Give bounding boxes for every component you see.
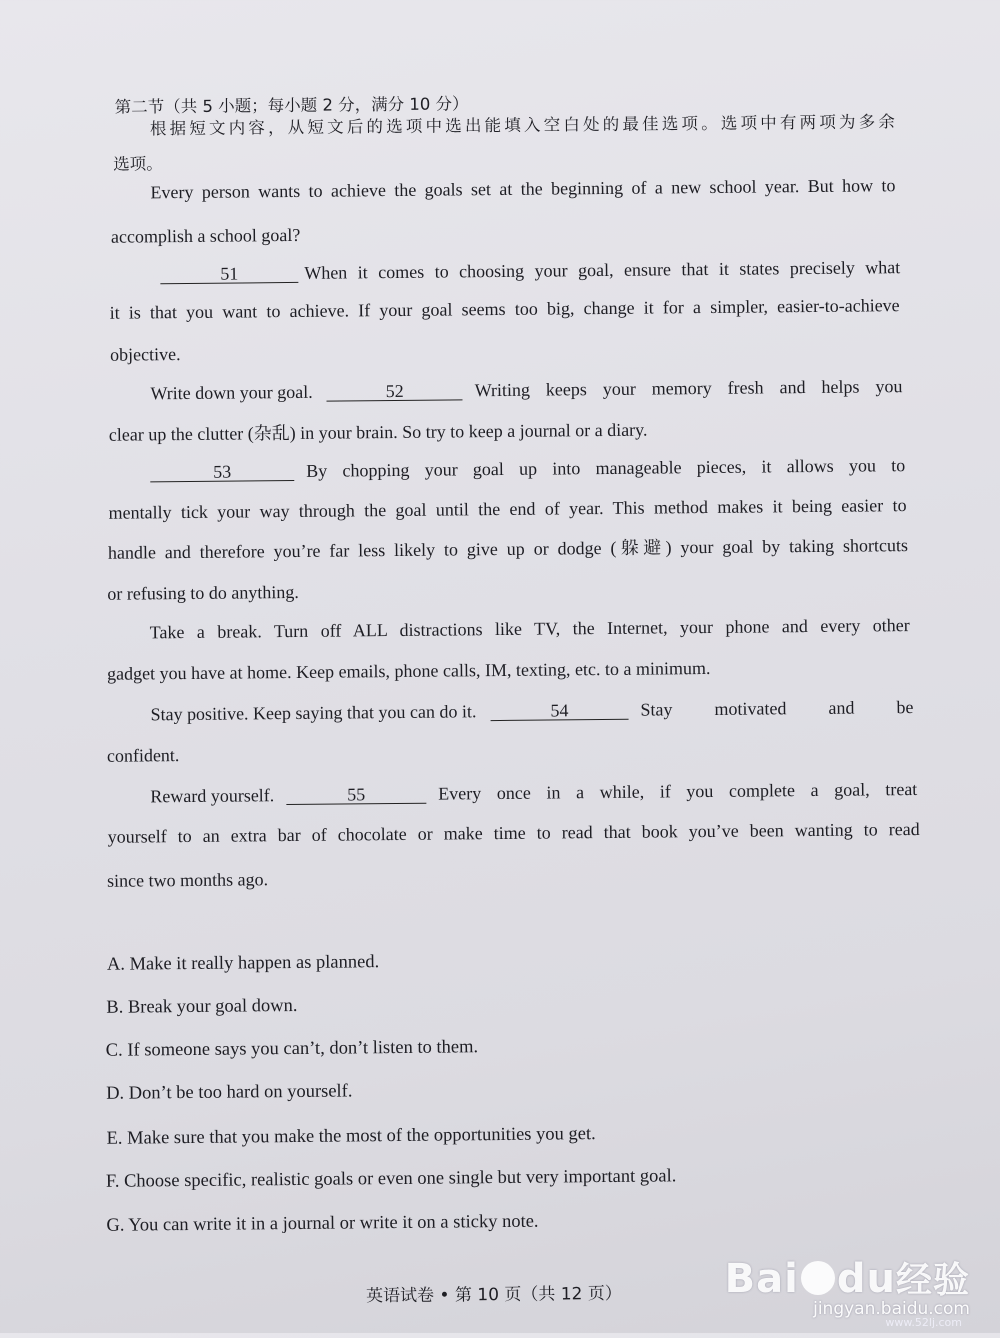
option-d: D. Don’t be too hard on yourself. xyxy=(106,1081,353,1104)
paragraph-6-text-1b: Stay motivated and be xyxy=(640,697,914,720)
paragraph-4-text-1: By chopping your goal up into manageable pieces, it allows you to xyxy=(306,455,906,481)
paragraph-4-line-2: mentally tick your way through the goal until the end of year. This method makes it being easier to xyxy=(108,495,907,523)
blank-52[interactable]: 52 xyxy=(327,381,463,401)
option-c: C. If someone says you can’t, don’t listen to them. xyxy=(105,1037,479,1061)
instructions-line-1: 根据短文内容，从短文后的选项中选出能填入空白处的最佳选项。选项中有两项为多余 xyxy=(149,112,895,139)
paragraph-3-text-1a: Write down your goal. xyxy=(150,381,313,404)
paragraph-4-line-1 xyxy=(150,454,905,483)
paragraph-3-text-1b: Writing keeps your memory fresh and helps you xyxy=(474,376,903,401)
paragraph-6-text-1a: Stay positive. Keep saying that you can do it. xyxy=(150,701,477,725)
blank-53[interactable]: 53 xyxy=(150,462,294,482)
instructions-line-2: 选项。 xyxy=(113,154,163,174)
paragraph-1-line-1: Every person wants to achieve the goals set at the beginning of a new school year. But how to xyxy=(150,175,896,203)
option-g: G. You can write it in a journal or write it on a sticky note. xyxy=(106,1211,539,1236)
logo-text-du: du xyxy=(836,1256,896,1302)
option-f: F. Choose specific, realistic goals or even one single but very important goal. xyxy=(105,1166,677,1192)
paragraph-7-line-1 xyxy=(150,778,917,807)
paragraph-6-line-1 xyxy=(150,696,913,725)
baidu-jingyan-watermark xyxy=(725,1252,970,1319)
paragraph-7-line-2: yourself to an extra bar of chocolate or make time to read that book you’ve been wanting to read xyxy=(107,818,920,847)
paragraph-5-line-2: gadget you have at home. Keep emails, phone calls, IM, texting, etc. to a minimum. xyxy=(107,657,711,684)
logo-text-bai: Bai xyxy=(724,1256,799,1302)
paragraph-6-line-2: confident. xyxy=(106,745,180,766)
paragraph-2-text-1: When it comes to choosing your goal, ensure that it states precisely what xyxy=(304,257,901,283)
paragraph-3-line-2: clear up the clutter (杂乱) in your brain. So try to keep a journal or a diary. xyxy=(108,419,648,445)
paw-icon xyxy=(801,1261,835,1295)
paragraph-7-text-1b: Every once in a while, if you complete a goal, treat xyxy=(438,779,918,804)
watermark-url: jingyan.baidu.com xyxy=(813,1299,970,1319)
paragraph-2-line-1 xyxy=(160,256,900,285)
paragraph-1-line-2: accomplish a school goal? xyxy=(110,224,301,247)
option-a: A. Make it really happen as planned. xyxy=(106,952,380,975)
logo-text-jingyan: 经验 xyxy=(895,1260,970,1301)
paragraph-4-line-3: handle and therefore you’re far less likely to give up or dodge (躲避) your goal by taking shortcuts xyxy=(107,535,909,563)
paragraph-7-text-1a: Reward yourself. xyxy=(150,785,275,807)
paragraph-5-line-1: Take a break. Turn off ALL distractions like TV, the Internet, your phone and every other xyxy=(149,615,910,643)
section-header: 第二节（共 5 小题；每小题 2 分，满分 10 分） xyxy=(114,94,469,117)
page-footer: 英语试卷 • 第 10 页（共 12 页） xyxy=(366,1283,622,1307)
option-e: E. Make sure that you make the most of the opportunities you get. xyxy=(106,1124,596,1149)
blank-55[interactable]: 55 xyxy=(286,785,426,805)
paragraph-7-line-3: since two months ago. xyxy=(107,869,269,891)
watermark-site: www.52lj.com xyxy=(885,1316,962,1329)
paragraph-4-line-4: or refusing to do anything. xyxy=(107,581,299,604)
paragraph-2-line-2: it is that you want to achieve. If your goal seems too big, change it for a simpler, easier-to-achieve xyxy=(109,295,900,323)
blank-51[interactable]: 51 xyxy=(160,264,298,284)
paragraph-2-line-3: objective. xyxy=(109,344,181,365)
paragraph-3-line-1 xyxy=(150,375,902,404)
option-b: B. Break your goal down. xyxy=(106,995,298,1018)
baidu-logo xyxy=(725,1252,970,1303)
blank-54[interactable]: 54 xyxy=(490,701,628,721)
